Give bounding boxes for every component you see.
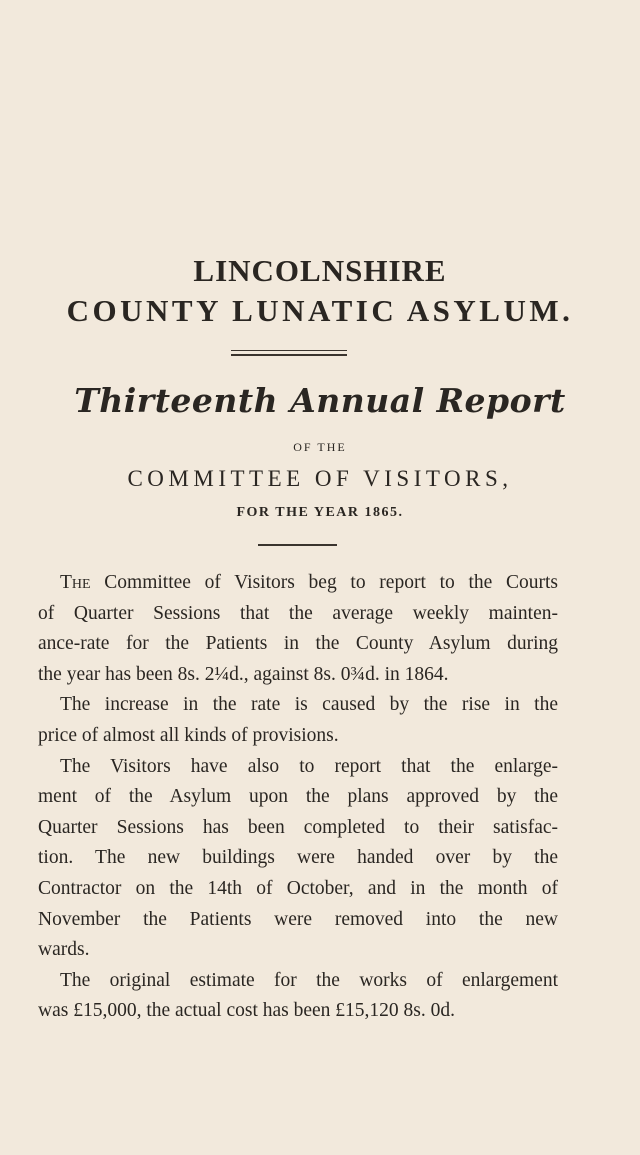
- body-first-word: The: [60, 572, 91, 593]
- committee-heading: COMMITTEE OF VISITORS,: [127, 466, 513, 491]
- body-line: [38, 568, 558, 599]
- body-line: The Visitors have also to report that the enlarge-: [60, 755, 558, 777]
- body-line: wards.: [38, 939, 90, 961]
- body-line: The original estimate for the works of enlargement: [60, 969, 558, 991]
- body-line: the year has been 8s. 2¼d., against 8s. 0¾d. in 1864.: [38, 663, 449, 685]
- title-line-2: COUNTY LUNATIC ASYLUM.: [66, 293, 574, 328]
- single-rule-divider: [258, 544, 337, 546]
- of-the-label: OF THE: [293, 440, 347, 454]
- body-line: price of almost all kinds of provisions.: [38, 724, 339, 746]
- report-body: [38, 568, 558, 1027]
- double-rule-divider: [231, 350, 347, 356]
- body-line: Quarter Sessions has been completed to their satisfac-: [38, 816, 558, 838]
- body-line: was £15,000, the actual cost has been £15,120 8s. 0d.: [38, 1000, 456, 1022]
- body-line: ment of the Asylum upon the plans approved by the: [38, 786, 558, 808]
- year-heading: FOR THE YEAR 1865.: [236, 505, 404, 520]
- title-line-1: LINCOLNSHIRE: [193, 253, 447, 288]
- body-line: tion. The new buildings were handed over by the: [38, 847, 558, 869]
- body-line: The increase in the rate is caused by the rise in the: [60, 694, 558, 716]
- body-line: of Quarter Sessions that the average weekly mainten-: [38, 602, 558, 624]
- body-line: November the Patients were removed into the new: [38, 908, 558, 930]
- report-heading-blackletter: Thirteenth Annual Report: [74, 381, 566, 420]
- body-line-text: Committee of Visitors beg to report to the Courts: [90, 572, 558, 593]
- body-line: ance-rate for the Patients in the County Asylum during: [38, 633, 558, 655]
- body-line: Contractor on the 14th of October, and in the month of: [38, 877, 558, 899]
